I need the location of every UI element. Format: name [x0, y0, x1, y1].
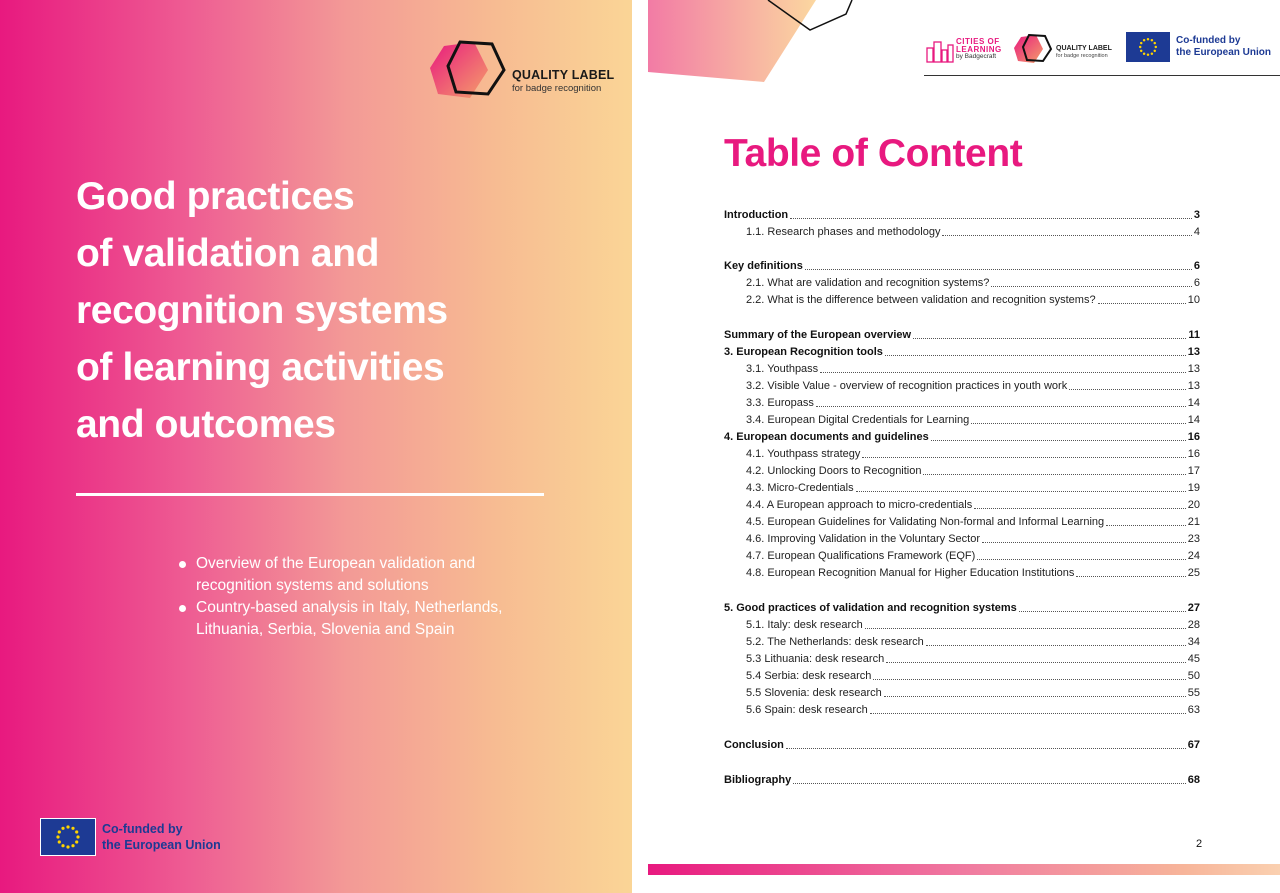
header-quality-label-logo — [1012, 32, 1122, 66]
toc-dot-leader — [977, 559, 1185, 560]
toc-entry-page: 14 — [1187, 397, 1200, 409]
toc-entry-page: 3 — [1193, 209, 1200, 221]
eu-text-line: Co-funded by — [1176, 35, 1241, 46]
toc-entry-label: 5.2. The Netherlands: desk research — [746, 636, 924, 648]
toc-entry-page: 23 — [1187, 533, 1200, 545]
toc-entry[interactable] — [724, 427, 1200, 444]
toc-entry-label: Summary of the European overview — [724, 329, 912, 341]
toc-entry[interactable] — [724, 735, 1200, 752]
toc-dot-leader — [870, 713, 1186, 714]
toc-entry-label: 5. Good practices of validation and recognition systems — [724, 602, 1017, 614]
toc-entry-label: 3.1. Youthpass — [746, 363, 819, 375]
header-divider — [924, 75, 1280, 76]
toc-entry-label: 4.7. European Qualifications Framework (EQF) — [746, 550, 976, 562]
cover-divider — [76, 493, 544, 496]
toc-entry-page: 68 — [1187, 774, 1200, 786]
toc-dot-leader — [885, 355, 1186, 356]
toc-dot-leader — [923, 474, 1185, 475]
toc-entry[interactable] — [724, 666, 1200, 683]
toc-entry-page: 16 — [1187, 431, 1200, 443]
toc-entry[interactable] — [724, 700, 1200, 717]
cities-of-learning-logo — [926, 34, 1008, 64]
toc-entry[interactable] — [724, 342, 1200, 359]
toc-page — [648, 0, 1280, 893]
eu-flag-icon — [40, 818, 96, 856]
toc-entry[interactable] — [724, 512, 1200, 529]
toc-entry-page: 67 — [1187, 739, 1200, 751]
toc-entry[interactable] — [724, 393, 1200, 410]
cover-title-line: of validation and — [76, 232, 380, 275]
toc-entry-label: 1.1. Research phases and methodology — [746, 226, 941, 238]
hexagon-logo-icon — [1012, 32, 1054, 66]
toc-dot-leader — [886, 662, 1186, 663]
toc-entry-page: 6 — [1193, 277, 1200, 289]
toc-entry[interactable] — [724, 410, 1200, 427]
toc-entry[interactable] — [724, 683, 1200, 700]
header-logo-subtitle: for badge recognition — [1056, 53, 1108, 59]
toc-entry-page: 13 — [1187, 380, 1200, 392]
toc-entry-page: 63 — [1187, 704, 1200, 716]
toc-entry-page: 6 — [1193, 260, 1200, 272]
toc-entry[interactable] — [724, 290, 1200, 307]
toc-entry-label: Conclusion — [724, 739, 784, 751]
eu-text-line: the European Union — [102, 838, 221, 852]
cover-title-line: recognition systems — [76, 289, 448, 332]
toc-entry-label: 5.6 Spain: desk research — [746, 704, 868, 716]
cities-logo-line: LEARNING — [956, 45, 1002, 54]
cover-title-line: and outcomes — [76, 403, 336, 446]
toc-entry-label: 4.8. European Recognition Manual for Higher Education Institutions — [746, 567, 1075, 579]
logo-subtitle: for badge recognition — [512, 83, 602, 94]
toc-entry-page: 25 — [1187, 567, 1200, 579]
eu-flag-icon — [1126, 32, 1170, 62]
cover-title-line: Good practices — [76, 175, 355, 218]
toc-dot-leader — [1069, 389, 1186, 390]
toc-entry-page: 13 — [1187, 346, 1200, 358]
toc-entry-label: 4.5. European Guidelines for Validating Non-formal and Informal Learning — [746, 516, 1105, 528]
quality-label-logo — [426, 38, 616, 102]
toc-entry[interactable] — [724, 546, 1200, 563]
toc-entry-page: 13 — [1187, 363, 1200, 375]
toc-entry-label: 5.1. Italy: desk research — [746, 619, 863, 631]
toc-entry-page: 19 — [1187, 482, 1200, 494]
toc-entry-label: 5.4 Serbia: desk research — [746, 670, 872, 682]
toc-entry[interactable] — [724, 529, 1200, 546]
toc-dot-leader — [991, 286, 1192, 287]
toc-entry-page: 4 — [1193, 226, 1200, 238]
toc-dot-leader — [856, 491, 1186, 492]
cities-logo-line: by Badgecraft — [956, 53, 997, 60]
logo-title: QUALITY LABEL — [512, 68, 615, 82]
toc-dot-leader — [913, 338, 1186, 339]
toc-entry[interactable] — [724, 598, 1200, 615]
cover-title-line: of learning activities — [76, 346, 445, 389]
toc-entry-page: 11 — [1188, 329, 1200, 341]
toc-entry-page: 14 — [1187, 414, 1200, 426]
toc-entry-label: 4.1. Youthpass strategy — [746, 448, 861, 460]
toc-entry-page: 20 — [1187, 499, 1200, 511]
footer-gradient-bar — [648, 864, 1280, 875]
toc-entry[interactable] — [724, 495, 1200, 512]
toc-dot-leader — [805, 269, 1192, 270]
toc-entry-page: 45 — [1187, 653, 1200, 665]
eu-text-line: Co-funded by — [102, 822, 183, 836]
toc-entry[interactable] — [724, 325, 1200, 342]
cities-logo-line: CITIES OF — [956, 37, 1000, 46]
toc-dot-leader — [971, 423, 1186, 424]
toc-entry-label: Key definitions — [724, 260, 803, 272]
toc-entry[interactable] — [724, 359, 1200, 376]
toc-dot-leader — [862, 457, 1185, 458]
toc-dot-leader — [926, 645, 1186, 646]
toc-entry[interactable] — [724, 256, 1200, 273]
toc-entry[interactable] — [724, 376, 1200, 393]
toc-entry-page: 24 — [1187, 550, 1200, 562]
toc-entry[interactable] — [724, 205, 1200, 222]
toc-entry-label: 3.3. Europass — [746, 397, 814, 409]
eu-cofunded-text — [102, 821, 221, 853]
toc-dot-leader — [793, 783, 1186, 784]
toc-dot-leader — [820, 372, 1186, 373]
eu-cofunded-text — [1176, 35, 1271, 59]
toc-entry-page: 10 — [1187, 294, 1200, 306]
city-skyline-icon — [926, 38, 954, 64]
toc-entry-page: 50 — [1187, 670, 1200, 682]
toc-dot-leader — [942, 235, 1191, 236]
toc-entry[interactable] — [724, 222, 1200, 239]
page-number: 2 — [1196, 838, 1203, 850]
cover-bullet: Overview of the European validation and recognition systems and solutions — [176, 553, 526, 597]
toc-entry-page: 55 — [1187, 687, 1200, 699]
toc-entry-label: 4.6. Improving Validation in the Voluntary Sector — [746, 533, 980, 545]
toc-entry-label: Introduction — [724, 209, 789, 221]
cover-bullet-list — [176, 553, 526, 641]
toc-entry[interactable] — [724, 461, 1200, 478]
toc-entry-page: 34 — [1187, 636, 1200, 648]
toc-entry-label: 4.4. A European approach to micro-credentials — [746, 499, 973, 511]
header-logo-title: QUALITY LABEL — [1056, 45, 1112, 52]
toc-dot-leader — [816, 406, 1186, 407]
toc-entry-label: 3.2. Visible Value - overview of recognition practices in youth work — [746, 380, 1068, 392]
toc-heading: Table of Content — [724, 132, 1023, 175]
toc-dot-leader — [790, 218, 1192, 219]
toc-entry[interactable] — [724, 632, 1200, 649]
toc-dot-leader — [931, 440, 1186, 441]
toc-dot-leader — [1019, 611, 1186, 612]
toc-entry-label: 5.3 Lithuania: desk research — [746, 653, 885, 665]
header-logos — [926, 28, 1276, 78]
toc-entry[interactable] — [724, 563, 1200, 580]
toc-entry-page: 17 — [1187, 465, 1200, 477]
toc-entry-page: 27 — [1187, 602, 1200, 614]
hexagon-logo-icon — [426, 38, 510, 102]
toc-entry[interactable] — [724, 649, 1200, 666]
toc-entry-label: 2.1. What are validation and recognition systems? — [746, 277, 990, 289]
toc-entry-page: 28 — [1187, 619, 1200, 631]
toc-dot-leader — [873, 679, 1185, 680]
toc-entry-label: 3.4. European Digital Credentials for Learning — [746, 414, 970, 426]
toc-entry[interactable] — [724, 478, 1200, 495]
toc-entry-label: 4.2. Unlocking Doors to Recognition — [746, 465, 922, 477]
toc-dot-leader — [1106, 525, 1186, 526]
toc-dot-leader — [982, 542, 1186, 543]
toc-entry[interactable] — [724, 444, 1200, 461]
toc-dot-leader — [1098, 303, 1186, 304]
toc-entry-label: 5.5 Slovenia: desk research — [746, 687, 882, 699]
eu-cofunded-badge — [1126, 32, 1271, 62]
toc-dot-leader — [884, 696, 1186, 697]
cover-title — [76, 168, 596, 453]
toc-entry-label: 4. European documents and guidelines — [724, 431, 929, 443]
toc-entry-page: 16 — [1187, 448, 1200, 460]
toc-dot-leader — [1076, 576, 1185, 577]
toc-entry-label: 3. European Recognition tools — [724, 346, 883, 358]
toc-entry-page: 21 — [1187, 516, 1200, 528]
toc-dot-leader — [974, 508, 1186, 509]
toc-entry[interactable] — [724, 273, 1200, 290]
toc-dot-leader — [786, 748, 1186, 749]
toc-entry-label: Bibliography — [724, 774, 792, 786]
toc-entry[interactable] — [724, 770, 1200, 787]
toc-entry[interactable] — [724, 615, 1200, 632]
toc-entry-label: 4.3. Micro-Credentials — [746, 482, 854, 494]
eu-text-line: the European Union — [1176, 47, 1271, 58]
toc-dot-leader — [865, 628, 1186, 629]
toc-entry-label: 2.2. What is the difference between validation and recognition systems? — [746, 294, 1096, 306]
eu-cofunded-badge — [40, 818, 221, 856]
cover-page — [0, 0, 632, 893]
cover-bullet: Country-based analysis in Italy, Netherlands, Lithuania, Serbia, Slovenia and Spain — [176, 597, 526, 641]
corner-hexagon-decoration — [648, 0, 868, 84]
